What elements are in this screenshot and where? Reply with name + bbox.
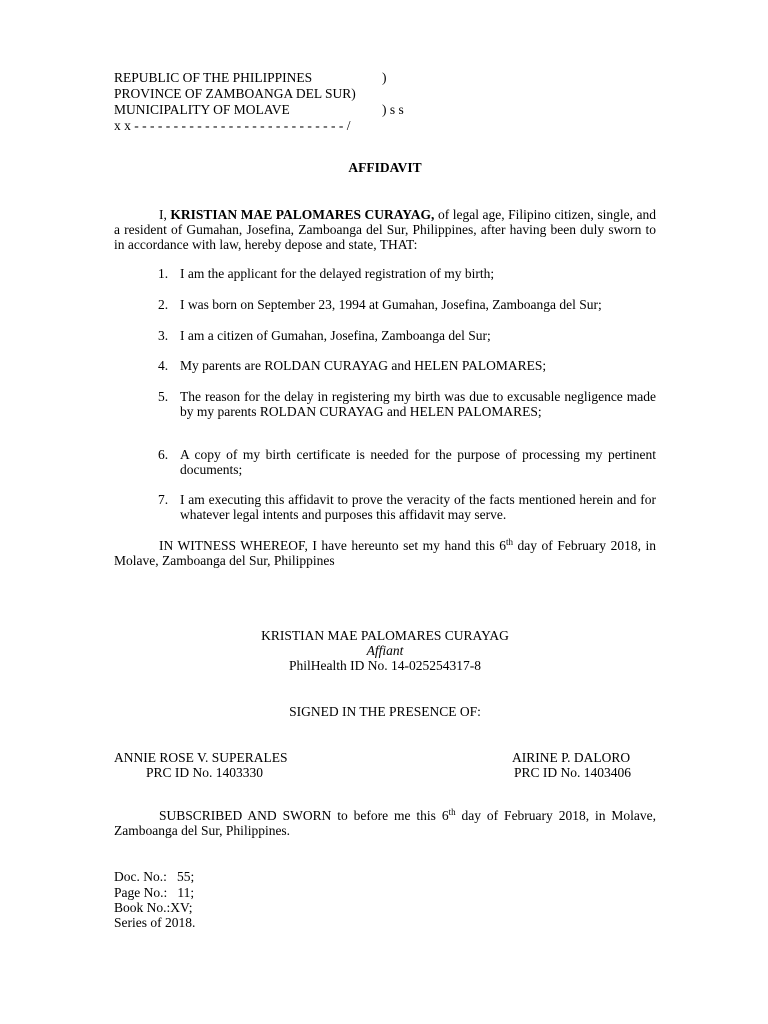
venue-line-province [114, 86, 444, 102]
venue-province-text: PROVINCE OF ZAMBOANGA DEL SUR) [114, 86, 356, 101]
venue-header [114, 70, 444, 134]
notarial-doc-no: Doc. No.: 55; [114, 869, 195, 884]
statement-item [158, 492, 656, 522]
statement-item [158, 328, 656, 343]
venue-divider-text: x x - - - - - - - - - - - - - - - - - - - - - - - - - - - / [114, 118, 351, 133]
statement-number: 3. [158, 328, 169, 343]
witness-id-left: PRC ID No. 1403330 [146, 765, 264, 780]
statement-item [158, 447, 656, 477]
statement-number: 2. [158, 297, 169, 312]
venue-municipality-text: MUNICIPALITY OF MOLAVE [114, 102, 290, 117]
statement-number: 5. [158, 389, 169, 404]
venue-republic-text: REPUBLIC OF THE PHILIPPINES [114, 70, 313, 85]
statement-text: I am executing this affidavit to prove the veracity of the facts mentioned herein and for whatever legal intents and purposes this affidavit may serve. [180, 492, 656, 522]
intro-text: of legal age, Filipino citizen, single, and a resident of Gumahan, Josefina, Zamboanga del Sur, Philippines, after having been duly sworn to in accordance with law, hereby depose and state, THAT: [114, 207, 656, 252]
statement-text: A copy of my birth certificate is needed for the purpose of processing my pertinent documents; [180, 447, 656, 477]
venue-line-republic [114, 70, 444, 86]
witness-paragraph [114, 538, 656, 568]
statement-text: I am a citizen of Gumahan, Josefina, Zamboanga del Sur; [180, 328, 491, 343]
statement-number: 6. [158, 447, 169, 462]
witness-text-before: IN WITNESS WHEREOF, I have hereunto set my hand this 6 [159, 538, 506, 553]
notarial-page-no: Page No.: 11; [114, 885, 195, 900]
sworn-text-after: day of February 2018, in Molave, Zamboanga del Sur, Philippines. [114, 808, 656, 838]
presence-heading: SIGNED IN THE PRESENCE OF: [289, 704, 481, 719]
sworn-text-before: SUBSCRIBED AND SWORN to before me this 6 [159, 808, 449, 823]
intro-affiant-name: KRISTIAN MAE PALOMARES CURAYAG, [170, 207, 435, 222]
statement-item [158, 297, 656, 312]
statement-number: 4. [158, 358, 169, 373]
statement-text: I am the applicant for the delayed registration of my birth; [180, 266, 495, 281]
statement-text: My parents are ROLDAN CURAYAG and HELEN PALOMARES; [180, 358, 547, 373]
statement-text: I was born on September 23, 1994 at Gumahan, Josefina, Zamboanga del Sur; [180, 297, 602, 312]
affiant-name: KRISTIAN MAE PALOMARES CURAYAG [261, 628, 509, 643]
witness-name-right: AIRINE P. DALORO [512, 750, 631, 765]
venue-republic-mark: ) [382, 70, 387, 85]
statement-item [158, 358, 656, 373]
affiant-id: PhilHealth ID No. 14-025254317-8 [289, 658, 481, 673]
venue-line-municipality [114, 102, 444, 118]
statement-text: The reason for the delay in registering my birth was due to excusable negligence made by my parents ROLDAN CURAYAG and HELEN PALOMARES; [180, 389, 656, 419]
intro-prefix: I, [159, 207, 171, 222]
notarial-series: Series of 2018. [114, 915, 196, 930]
statement-number: 7. [158, 492, 169, 507]
sworn-paragraph [114, 808, 656, 838]
witness-id-right: PRC ID No. 1403406 [514, 765, 632, 780]
witness-text-after: day of February 2018, in Molave, Zamboanga del Sur, Philippines [114, 538, 656, 568]
sworn-ordinal-suffix: th [448, 807, 456, 817]
venue-ss-mark: ) s s [382, 102, 404, 117]
document-title: AFFIDAVIT [348, 160, 422, 175]
intro-paragraph [114, 207, 656, 252]
witness-name-left: ANNIE ROSE V. SUPERALES [114, 750, 288, 765]
witness-ordinal-suffix: th [506, 537, 514, 547]
statement-item [158, 266, 656, 281]
statement-item [158, 389, 656, 419]
affiant-role: Affiant [366, 643, 404, 658]
venue-line-divider [114, 118, 444, 134]
statement-number: 1. [158, 266, 169, 281]
notarial-book-no: Book No.:XV; [114, 900, 193, 915]
